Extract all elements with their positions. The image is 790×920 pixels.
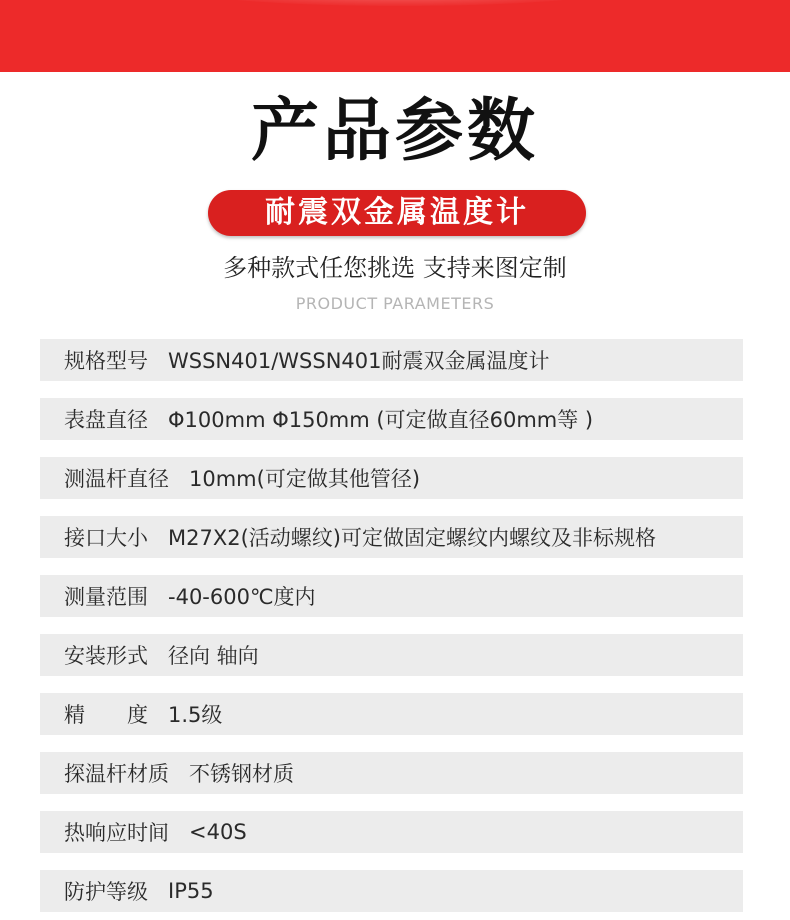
param-value: <40S xyxy=(189,820,247,844)
param-value: IP55 xyxy=(168,879,214,903)
param-label: 安装形式 xyxy=(64,644,148,668)
param-label: 探温杆材质 xyxy=(64,762,169,786)
param-value: M27X2(活动螺纹)可定做固定螺纹内螺纹及非标规格 xyxy=(168,526,656,550)
param-label: 规格型号 xyxy=(64,349,148,373)
param-row-installation xyxy=(40,634,743,676)
param-row-connection-size xyxy=(40,516,743,558)
param-row-dial-diameter xyxy=(40,398,743,440)
param-value: Φ100mm Φ150mm (可定做直径60mm等 ) xyxy=(168,408,594,432)
banner-highlight xyxy=(180,0,620,6)
param-label: 表盘直径 xyxy=(64,408,148,432)
param-label: 防护等级 xyxy=(64,880,148,904)
param-label: 热响应时间 xyxy=(64,821,169,845)
english-subtitle: PRODUCT PARAMETERS xyxy=(295,294,495,313)
param-row-protection-rating xyxy=(40,870,743,912)
param-value: 1.5级 xyxy=(168,703,223,727)
param-value: 不锈钢材质 xyxy=(189,762,294,786)
param-row-model xyxy=(40,339,743,381)
slogan-text: 多种款式任您挑选 支持来图定制 xyxy=(223,254,567,282)
param-row-stem-material xyxy=(40,752,743,794)
param-value: -40-600℃度内 xyxy=(168,585,316,609)
param-row-response-time xyxy=(40,811,743,853)
page-title: 产品参数 xyxy=(250,92,539,171)
param-value: WSSN401/WSSN401耐震双金属温度计 xyxy=(168,349,550,373)
param-label: 精 度 xyxy=(64,703,148,727)
param-row-measuring-range xyxy=(40,575,743,617)
param-label: 接口大小 xyxy=(64,526,148,550)
param-row-stem-diameter xyxy=(40,457,743,499)
param-row-accuracy xyxy=(40,693,743,735)
param-label: 测量范围 xyxy=(64,585,148,609)
param-value: 径向 轴向 xyxy=(168,644,259,668)
top-banner xyxy=(0,0,790,72)
product-name-badge: 耐震双金属温度计 xyxy=(208,190,586,236)
param-label: 测温杆直径 xyxy=(64,467,169,491)
param-value: 10mm(可定做其他管径) xyxy=(189,467,421,491)
